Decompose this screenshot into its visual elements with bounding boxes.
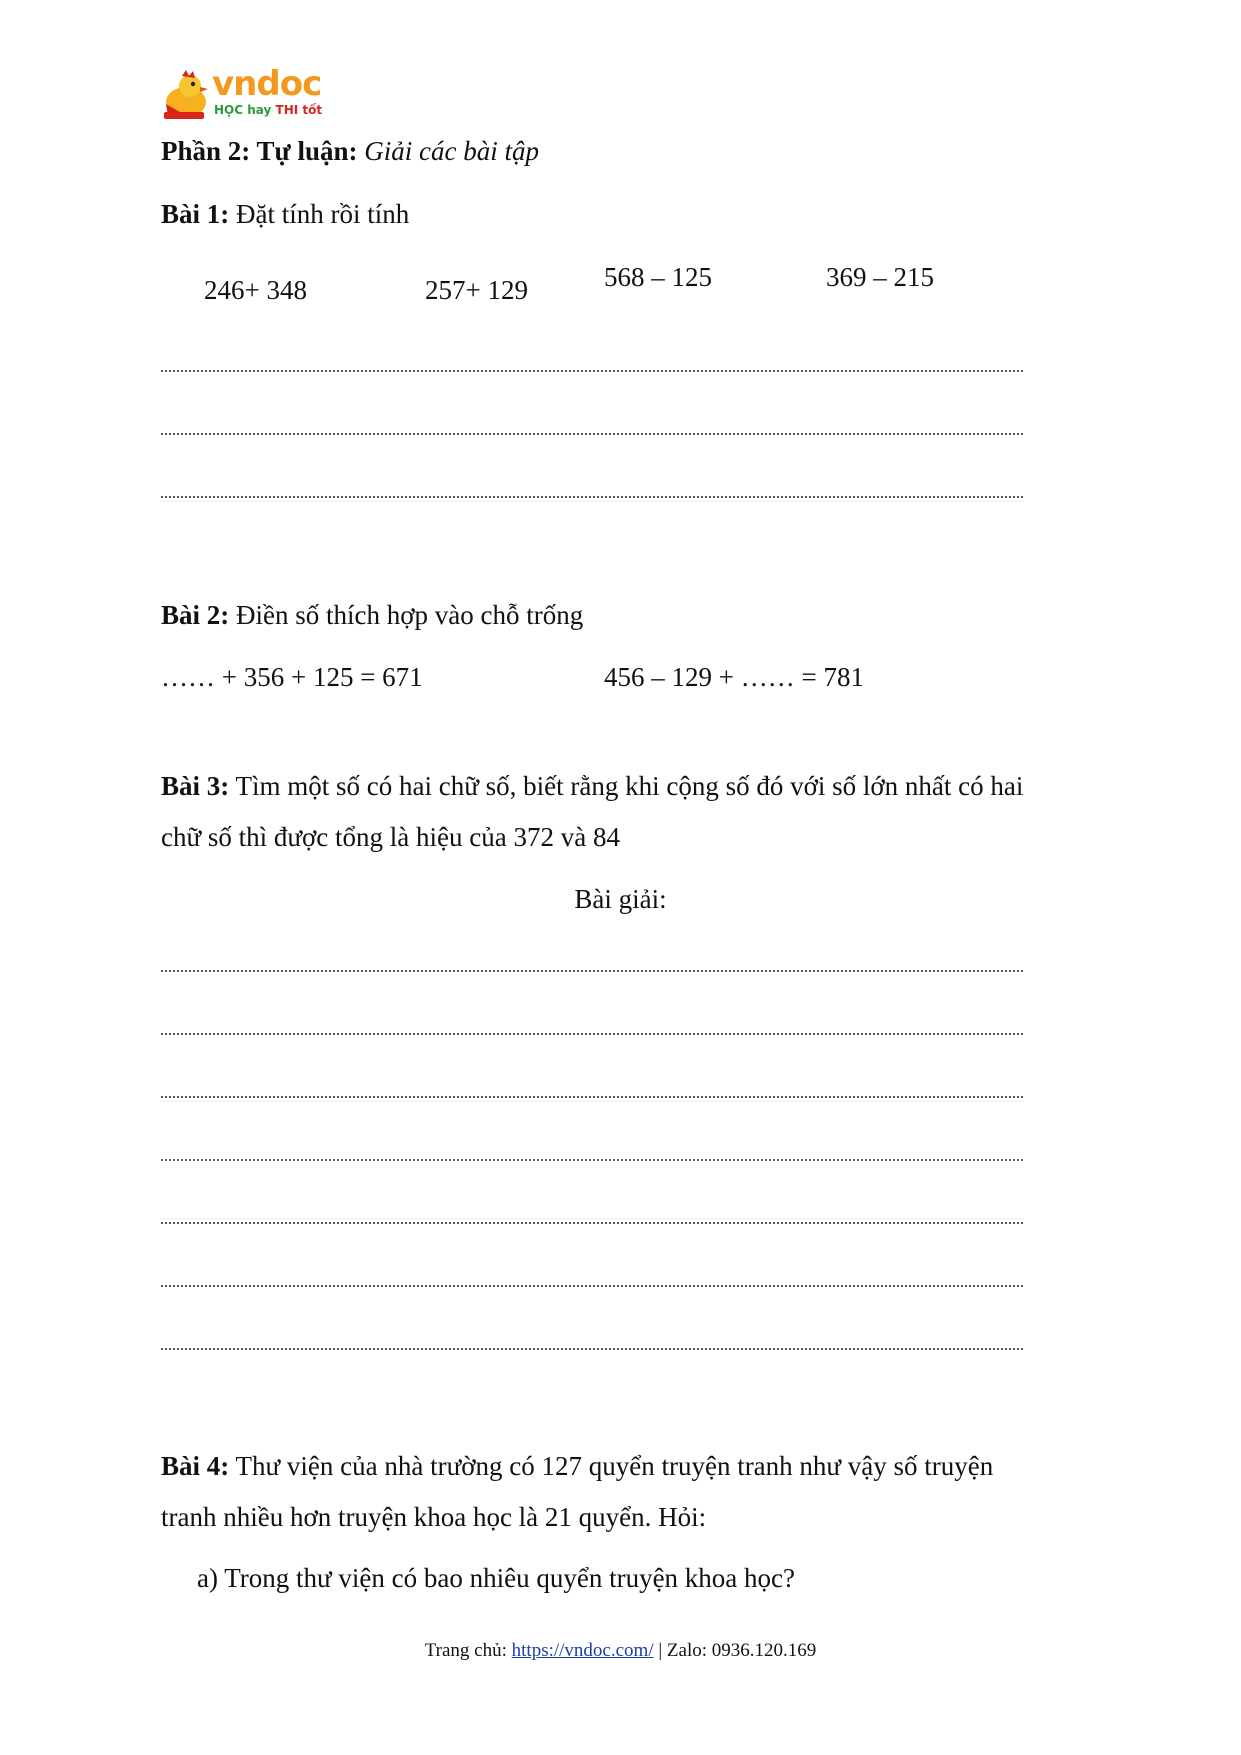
answer-line[interactable] [161, 970, 1023, 972]
bai1-calc-4: 369 – 215 [826, 262, 934, 292]
answer-line[interactable] [161, 433, 1023, 435]
chicken-mascot-icon [160, 70, 212, 120]
section-title-bold: Phần 2: Tự luận: [161, 136, 358, 166]
bai2-expr-1: …… + 356 + 125 = 671 [161, 662, 423, 692]
bai3-solution-label: Bài giải: [574, 884, 667, 914]
answer-line[interactable] [161, 1285, 1023, 1287]
logo-slogan-green: HỌC hay [214, 103, 272, 117]
answer-line[interactable] [161, 496, 1023, 498]
answer-line[interactable] [161, 1159, 1023, 1161]
bai1-heading [161, 199, 409, 230]
bai2-label: Bài 2: [161, 600, 230, 630]
vndoc-logo[interactable] [160, 64, 330, 122]
bai4-label: Bài 4: [161, 1451, 230, 1481]
logo-slogan-red: THI tốt [275, 103, 323, 117]
bai4-line2: tranh nhiều hơn truyện khoa học là 21 quyển. Hỏi: [161, 1502, 707, 1532]
bai3-heading [161, 771, 1023, 802]
bai4-heading [161, 1451, 993, 1482]
footer-prefix: Trang chủ: [424, 1640, 507, 1661]
logo-brand-text: vndoc [212, 64, 322, 104]
bai3-line1: Tìm một số có hai chữ số, biết rằng khi cộng số đó với số lớn nhất có hai [235, 771, 1024, 801]
bai2-text: Điền số thích hợp vào chỗ trống [236, 600, 584, 630]
answer-line[interactable] [161, 1033, 1023, 1035]
bai2-expr-2: 456 – 129 + …… = 781 [604, 662, 864, 692]
answer-line[interactable] [161, 1096, 1023, 1098]
answer-line[interactable] [161, 1222, 1023, 1224]
page-footer [0, 1640, 1241, 1662]
bai1-label: Bài 1: [161, 199, 230, 229]
bai2-heading [161, 600, 583, 631]
bai1-calc-3: 568 – 125 [604, 262, 712, 292]
section-title-italic: Giải các bài tập [364, 136, 539, 166]
logo-slogan [214, 103, 322, 117]
footer-zalo: | Zalo: 0936.120.169 [658, 1640, 817, 1661]
bai4-line1: Thư viện của nhà trường có 127 quyển truyện tranh như vậy số truyện [235, 1451, 994, 1481]
bai1-calc-1: 246+ 348 [204, 275, 307, 305]
bai4-question-a: a) Trong thư viện có bao nhiêu quyển truyện khoa học? [197, 1563, 796, 1593]
bai1-text: Đặt tính rồi tính [236, 199, 410, 229]
bai3-label: Bài 3: [161, 771, 230, 801]
bai1-calc-2: 257+ 129 [425, 275, 528, 305]
section-title [161, 136, 539, 167]
answer-line[interactable] [161, 1348, 1023, 1350]
footer-home-link[interactable]: https://vndoc.com/ [511, 1640, 654, 1661]
answer-line[interactable] [161, 370, 1023, 372]
bai3-line2: chữ số thì được tổng là hiệu của 372 và 84 [161, 822, 620, 852]
